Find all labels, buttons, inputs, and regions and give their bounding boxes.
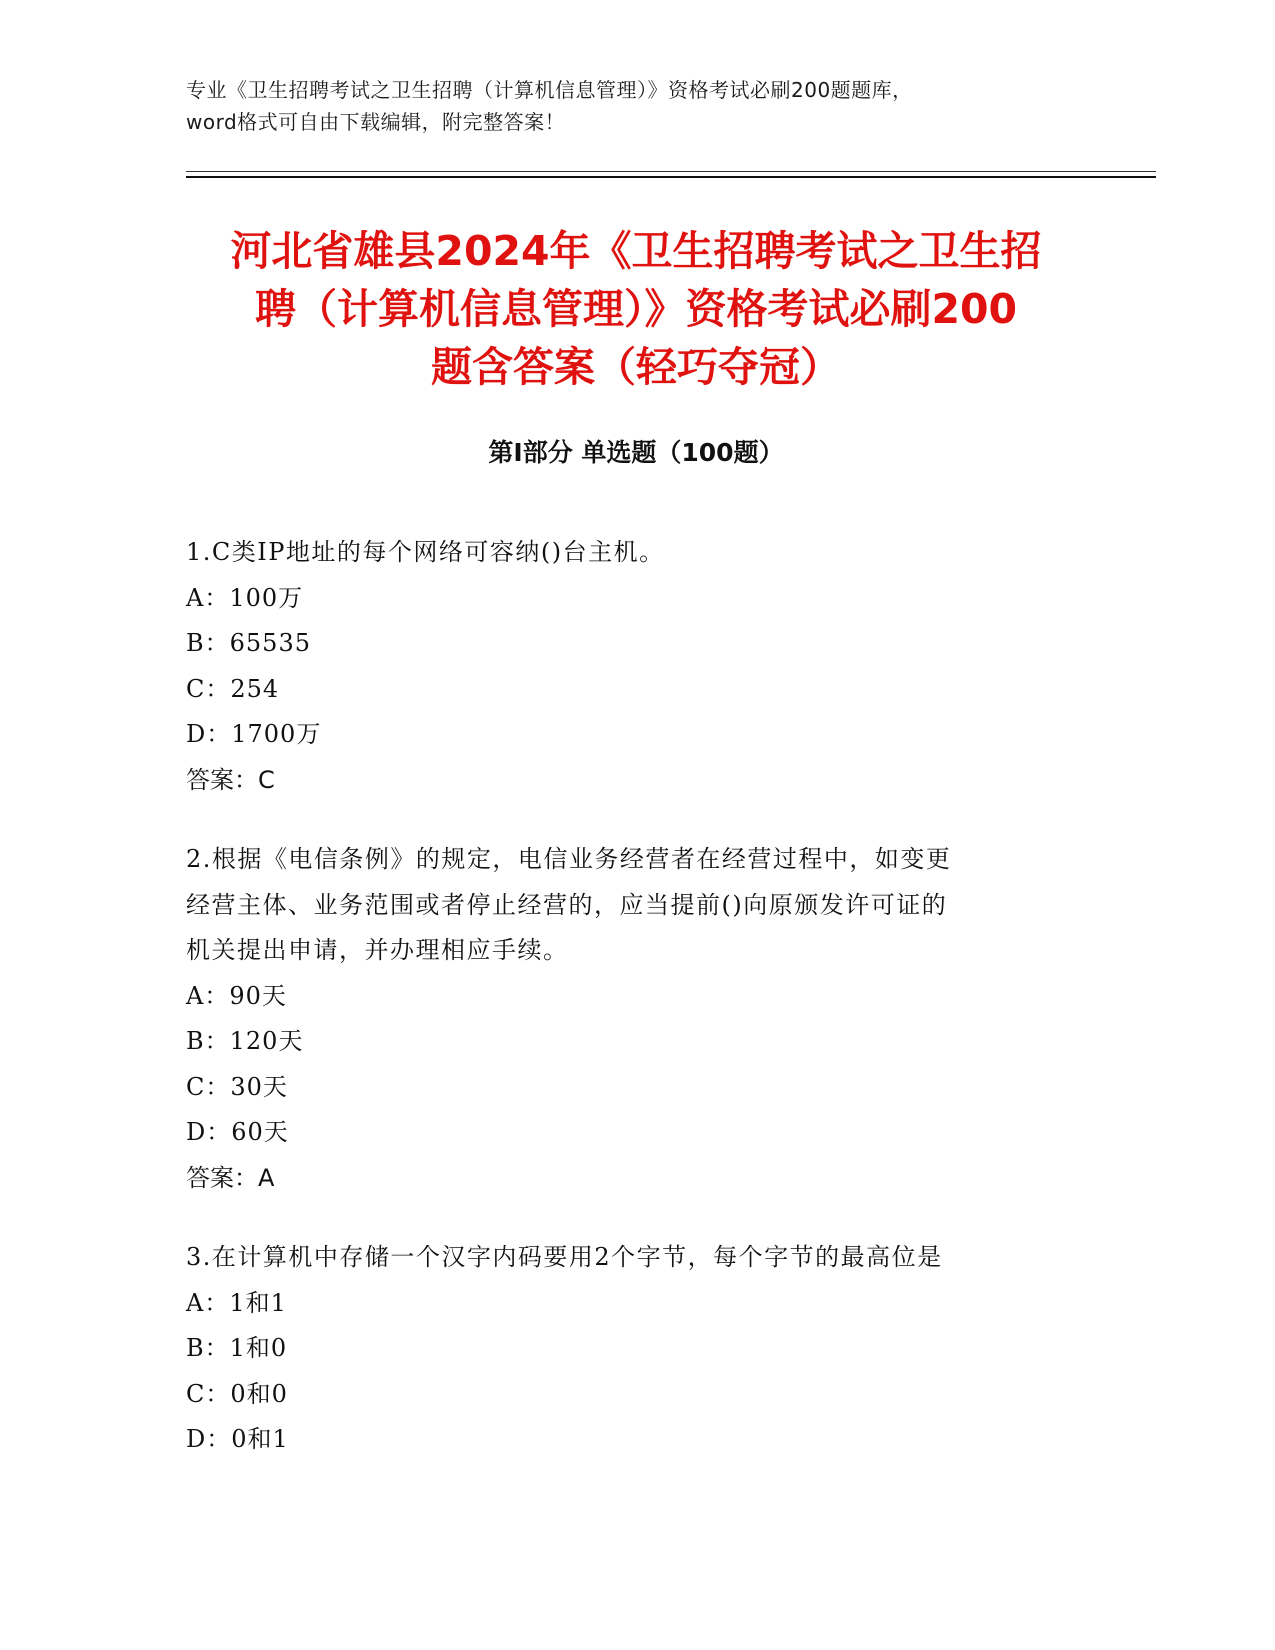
option-c: C：30天 <box>186 1072 288 1101</box>
question-2 <box>186 837 1066 1201</box>
option-c: C：254 <box>186 674 280 703</box>
question-text: 3.在计算机中存储一个汉字内码要用2个字节，每个字节的最高位是 <box>186 1243 943 1271</box>
question-3 <box>186 1235 1066 1463</box>
document-title-line-3: 题含答案（轻巧夺冠） <box>431 343 841 391</box>
question-text: 2.根据《电信条例》的规定，电信业务经营者在经营过程中，如变更 <box>186 845 952 873</box>
answer: 答案：C <box>186 765 275 794</box>
answer: 答案：A <box>186 1163 275 1192</box>
header-note <box>186 74 1086 138</box>
document-title <box>186 222 1086 396</box>
option-b: B：1和0 <box>186 1334 288 1362</box>
option-a: A：1和1 <box>186 1288 287 1317</box>
section-heading: 第Ⅰ部分 单选题（100题） <box>488 438 784 467</box>
option-d: D：60天 <box>186 1118 289 1146</box>
header-note-line-1: 专业《卫生招聘考试之卫生招聘（计算机信息管理）》资格考试必刷200题题库， <box>186 78 913 102</box>
question-text: 经营主体、业务范围或者停止经营的，应当提前()向原颁发许可证的 <box>186 890 948 919</box>
document-title-line-1: 河北省雄县2024年《卫生招聘考试之卫生招 <box>230 227 1042 275</box>
option-b: B：65535 <box>186 629 311 657</box>
header-divider-thin <box>186 171 1156 172</box>
question-1 <box>186 530 1066 803</box>
document-title-line-2: 聘（计算机信息管理）》资格考试必刷200 <box>254 285 1018 333</box>
question-text: 机关提出申请，并办理相应手续。 <box>186 936 569 964</box>
option-d: D：1700万 <box>186 720 322 748</box>
option-a: A：90天 <box>186 981 287 1010</box>
question-list <box>186 530 1066 1497</box>
question-text: 1.C类IP地址的每个网络可容纳()台主机。 <box>186 538 665 566</box>
header-divider-thick <box>186 176 1156 178</box>
option-b: B：120天 <box>186 1027 304 1055</box>
option-d: D：0和1 <box>186 1425 289 1453</box>
option-a: A：100万 <box>186 583 304 612</box>
header-note-line-2: word格式可自由下载编辑，附完整答案！ <box>186 110 566 134</box>
option-c: C：0和0 <box>186 1379 288 1408</box>
